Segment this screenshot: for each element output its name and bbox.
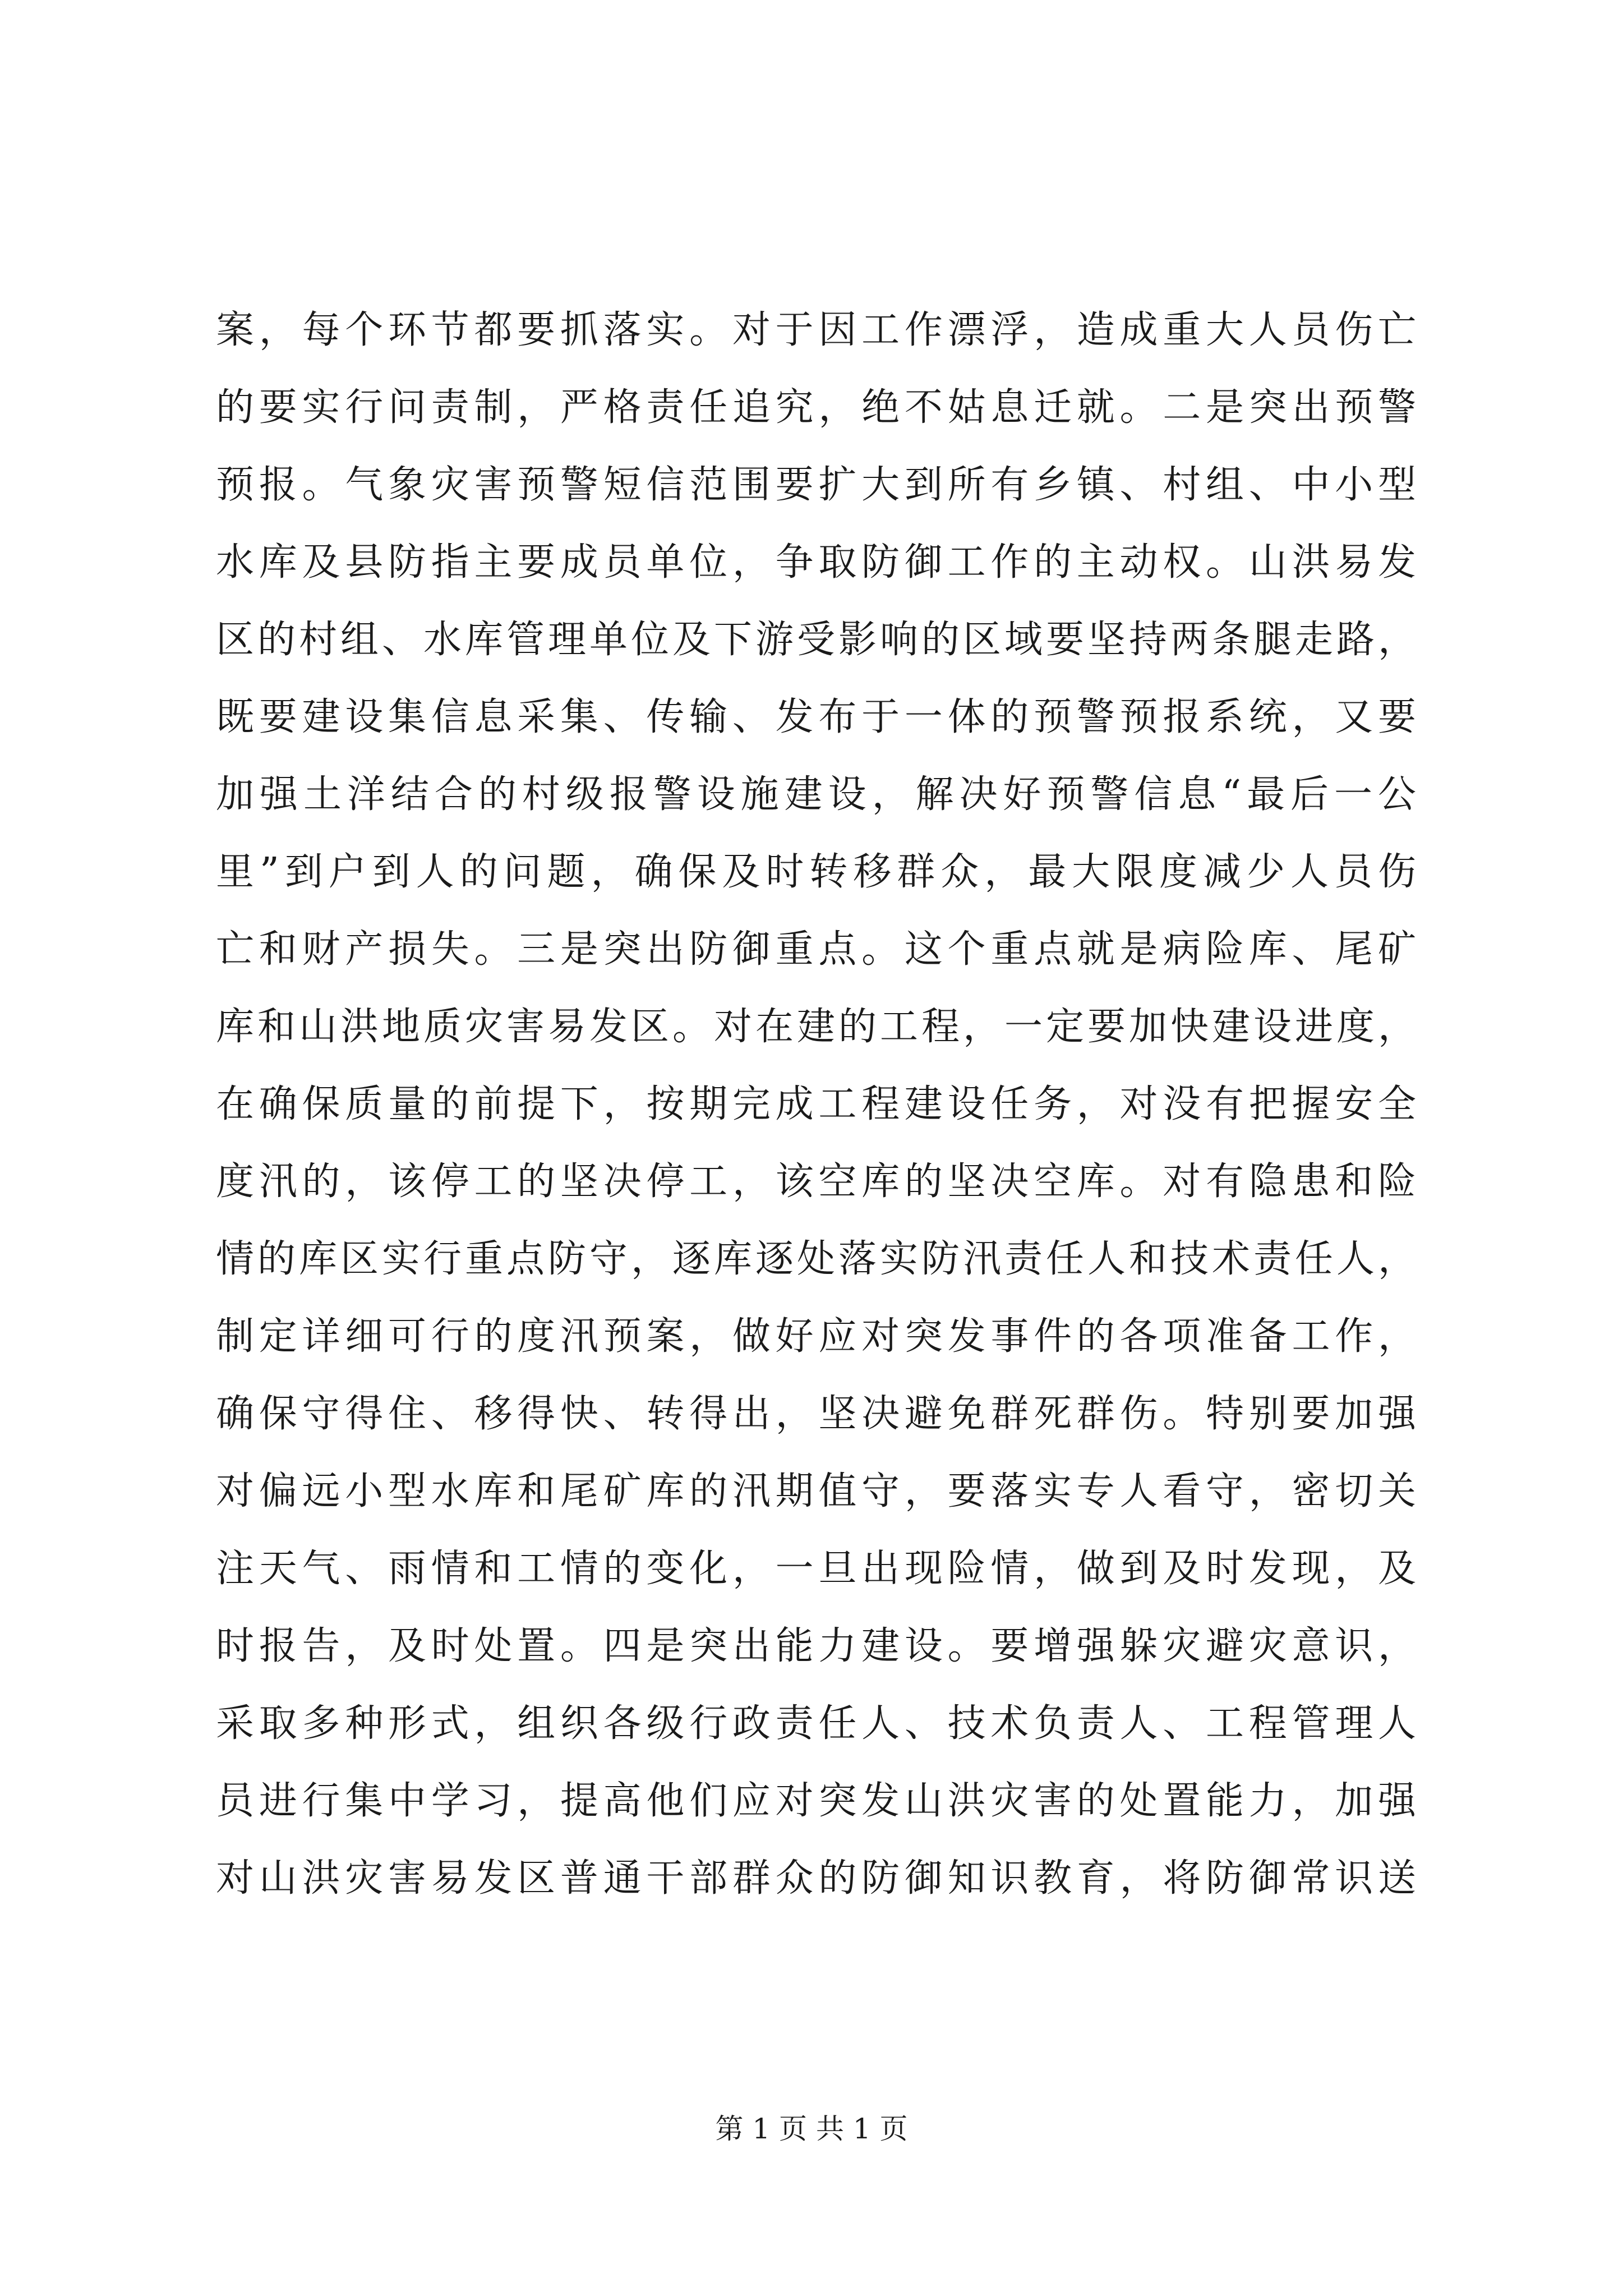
text-line: 制定详细可行的度汛预案，做好应对突发事件的各项准备工作，: [216, 1314, 1416, 1359]
text-line: 里”到户到人的问题，确保及时转移群众，最大限度减少人员伤: [216, 850, 1416, 894]
text-line: 确保守得住、移得快、转得出，坚决避免群死群伤。特别要加强: [216, 1392, 1416, 1436]
page-number-label: 第 1 页 共 1 页: [715, 2113, 908, 2145]
text-line: 案，每个环节都要抓落实。对于因工作漂浮，造成重大人员伤亡: [216, 308, 1416, 352]
text-line: 员进行集中学习，提高他们应对突发山洪灾害的处置能力，加强: [216, 1779, 1416, 1823]
text-line: 时报告，及时处置。四是突出能力建设。要增强躲灾避灾意识，: [216, 1624, 1416, 1668]
text-line: 库和山洪地质灾害易发区。对在建的工程，一定要加快建设进度，: [216, 1005, 1416, 1049]
text-line: 对山洪灾害易发区普通干部群众的防御知识教育，将防御常识送: [216, 1856, 1416, 1901]
text-line: 注天气、雨情和工情的变化，一旦出现险情，做到及时发现，及: [216, 1547, 1416, 1591]
text-line: 亡和财产损失。三是突出防御重点。这个重点就是病险库、尾矿: [216, 927, 1416, 972]
text-line: 区的村组、水库管理单位及下游受影响的区域要坚持两条腿走路，: [216, 618, 1416, 662]
text-line: 加强土洋结合的村级报警设施建设，解决好预警信息“最后一公: [216, 772, 1416, 817]
text-line: 在确保质量的前提下，按期完成工程建设任务，对没有把握安全: [216, 1082, 1416, 1126]
page-footer: [0, 2109, 1623, 2148]
text-line: 的要实行问责制，严格责任追究，绝不姑息迁就。二是突出预警: [216, 385, 1416, 430]
text-line: 预报。气象灾害预警短信范围要扩大到所有乡镇、村组、中小型: [216, 463, 1416, 507]
text-line: 对偏远小型水库和尾矿库的汛期值守，要落实专人看守，密切关: [216, 1469, 1416, 1513]
text-line: 采取多种形式，组织各级行政责任人、技术负责人、工程管理人: [216, 1701, 1416, 1746]
body-text: [216, 292, 1416, 1917]
text-line: 情的库区实行重点防守，逐库逐处落实防汛责任人和技术责任人，: [216, 1237, 1416, 1281]
text-line: 水库及县防指主要成员单位，争取防御工作的主动权。山洪易发: [216, 540, 1416, 585]
text-line: 度汛的，该停工的坚决停工，该空库的坚决空库。对有隐患和险: [216, 1159, 1416, 1204]
text-line: 既要建设集信息采集、传输、发布于一体的预警预报系统，又要: [216, 695, 1416, 739]
